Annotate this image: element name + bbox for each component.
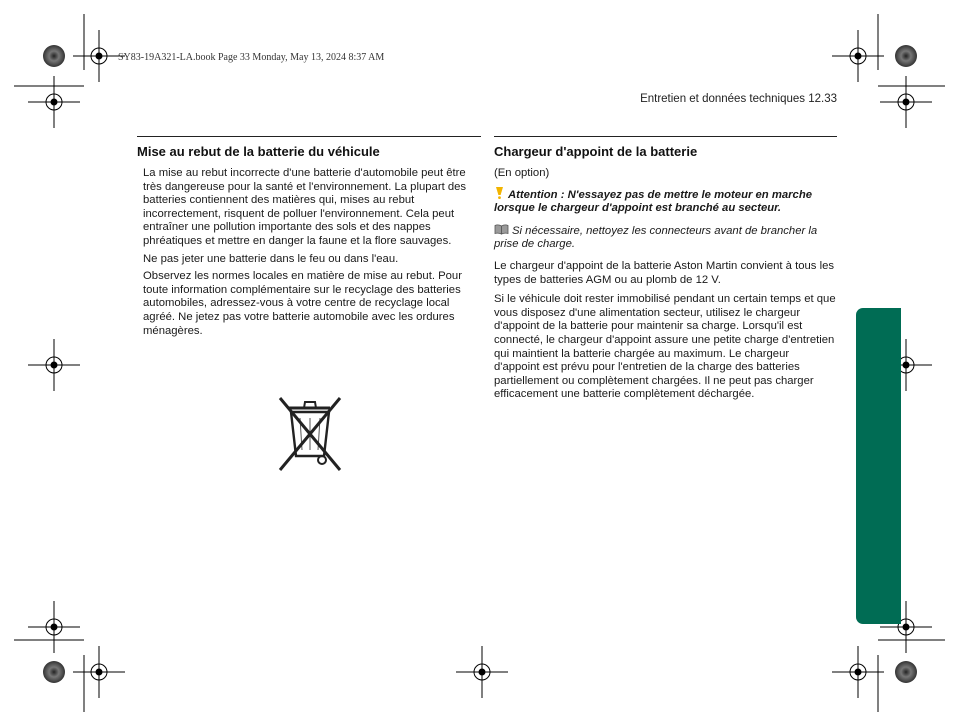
crosshair-icon <box>28 601 80 653</box>
option-label: (En option) <box>494 167 550 179</box>
running-head: Entretien et données techniques 12.33 <box>640 93 837 105</box>
chapter-thumb-tab <box>856 308 901 624</box>
section-title-battery-disposal: Mise au rebut de la batterie du véhicule <box>137 144 380 159</box>
paragraph: Si le véhicule doit rester immobilisé pendant un certain temps et que vous disposez d'une alimentation secteur, utilisez le chargeur d'appoint de la batterie pour maintenir sa charge. Lorsqu'il est connecté, le chargeur d'appoint assure une petite charge d'entretien qui maintient la batterie chargée au maximum. Le chargeur d'appoint est prévu pour l'entretien de la charge des batteries partiellement ou complètement chargées. Il ne peut pas charger efficacement une batterie complètement déchargée. <box>494 293 836 401</box>
paragraph: Le chargeur d'appoint de la batterie Aston Martin convient à tous les types de batteries AGM ou au plomb de 12 V. <box>494 259 835 286</box>
crosshair-icon <box>880 76 932 128</box>
left-column <box>137 144 481 342</box>
warning-exclamation-icon <box>494 187 505 199</box>
crosshair-icon <box>28 339 80 391</box>
warning-callout <box>494 187 837 216</box>
open-book-icon <box>494 224 509 235</box>
crosshair-icon <box>73 646 125 698</box>
section-divider <box>494 136 837 137</box>
paragraph: Observez les normes locales en matière de mise au rebut. Pour toute information complémentaire sur le recyclage des batteries automobiles, adressez-vous à votre centre de recyclage local agréé. Ne jetez pas votre batterie automobile avec les ordures ménagères. <box>143 270 462 337</box>
paragraph: Ne pas jeter une batterie dans le feu ou dans l'eau. <box>143 252 399 265</box>
registration-disc-icon <box>43 661 65 683</box>
print-info-line: SY83-19A321-LA.book Page 33 Monday, May 13, 2024 8:37 AM <box>118 52 385 63</box>
paragraph: La mise au rebut incorrecte d'une batterie d'automobile peut être très dangereuse pour la santé et l'environnement. La plupart des batteries contiennent des matières qui, mises au rebut incorrectement, risquent de polluer l'environnement. Cela peut entraîner une pollution importante des sols et des nappes phréatiques et mettre en danger la faune et la flore sauvages. <box>143 167 467 247</box>
crosshair-icon <box>832 646 884 698</box>
registration-disc-icon <box>895 661 917 683</box>
section-title-battery-charger: Chargeur d'appoint de la batterie <box>494 144 698 159</box>
section-divider <box>137 136 481 137</box>
crosshair-icon <box>456 646 508 698</box>
crosshair-icon <box>832 30 884 82</box>
note-callout <box>494 224 837 252</box>
registration-disc-icon <box>895 45 917 67</box>
right-column <box>494 144 837 408</box>
registration-disc-icon <box>43 45 65 67</box>
warning-text: Attention : N'essayez pas de mettre le moteur en marche lorsque le chargeur d'appoint est branché au secteur. <box>494 188 813 215</box>
crosshair-icon <box>28 76 80 128</box>
crossed-out-wheelie-bin-icon <box>274 390 346 474</box>
note-text: Si nécessaire, nettoyez les connecteurs avant de brancher la prise de charge. <box>494 224 818 251</box>
